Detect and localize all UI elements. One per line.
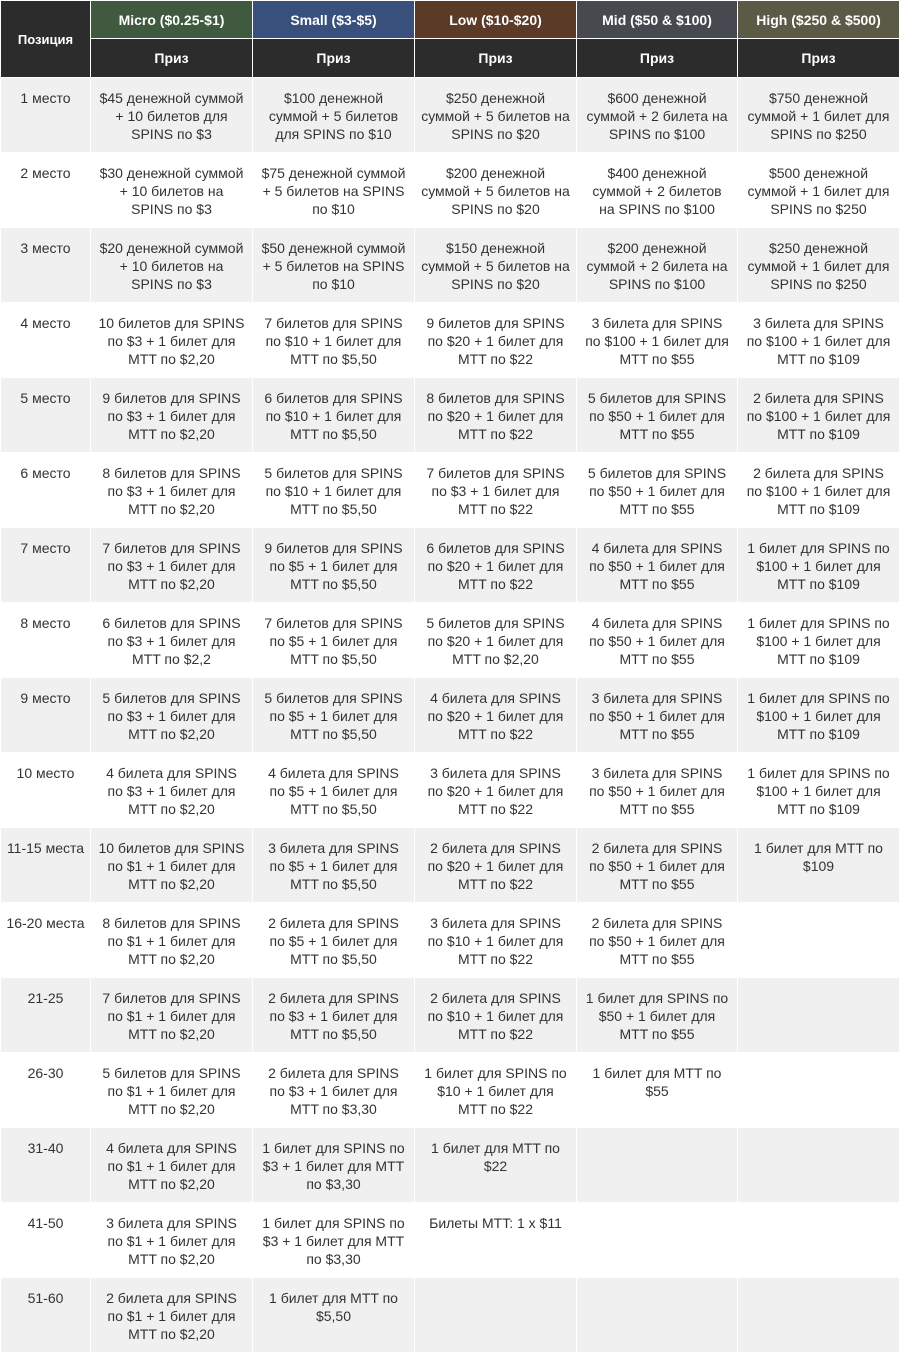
- prize-cell-low: $200 денежной суммой + 5 билетов на SPINS по $20: [415, 153, 577, 228]
- prize-cell-high: 2 билета для SPINS по $100 + 1 билет для MTT по $109: [738, 378, 900, 453]
- position-cell: 31-40: [1, 1128, 91, 1203]
- prize-cell-small: 9 билетов для SPINS по $5 + 1 билет для MTT по $5,50: [253, 528, 415, 603]
- prize-cell-mid: $400 денежной суммой + 2 билетов на SPINS по $100: [577, 153, 738, 228]
- table-row: [1, 978, 900, 1053]
- table-row: [1, 603, 900, 678]
- prize-cell-mid: 2 билета для SPINS по $50 + 1 билет для MTT по $55: [577, 903, 738, 978]
- position-cell: 9 место: [1, 678, 91, 753]
- table-row: [1, 303, 900, 378]
- position-column-header: Позиция: [1, 1, 91, 78]
- table-row: [1, 378, 900, 453]
- position-cell: 10 место: [1, 753, 91, 828]
- prize-cell-low: 9 билетов для SPINS по $20 + 1 билет для MTT по $22: [415, 303, 577, 378]
- prize-cell-small: 7 билетов для SPINS по $5 + 1 билет для MTT по $5,50: [253, 603, 415, 678]
- prize-cell-mid: 4 билета для SPINS по $50 + 1 билет для MTT по $55: [577, 603, 738, 678]
- position-cell: 3 место: [1, 228, 91, 303]
- prize-cell-mid: [577, 1203, 738, 1278]
- position-cell: 11-15 места: [1, 828, 91, 903]
- table-row: [1, 903, 900, 978]
- tier-header-low: Low ($10-$20): [415, 1, 577, 39]
- prize-cell-low: 3 билета для SPINS по $10 + 1 билет для MTT по $22: [415, 903, 577, 978]
- prize-cell-low: [415, 1278, 577, 1353]
- prize-cell-high: 1 билет для SPINS по $100 + 1 билет для MTT по $109: [738, 678, 900, 753]
- prize-cell-low: 6 билетов для SPINS по $20 + 1 билет для MTT по $22: [415, 528, 577, 603]
- prize-cell-micro: 4 билета для SPINS по $1 + 1 билет для MTT по $2,20: [91, 1128, 253, 1203]
- prize-cell-high: $750 денежной суммой + 1 билет для SPINS по $250: [738, 78, 900, 153]
- prize-cell-low: 5 билетов для SPINS по $20 + 1 билет для MTT по $2,20: [415, 603, 577, 678]
- prize-cell-micro: 9 билетов для SPINS по $3 + 1 билет для MTT по $2,20: [91, 378, 253, 453]
- prize-header-micro: Приз: [91, 39, 253, 78]
- position-cell: 41-50: [1, 1203, 91, 1278]
- prize-cell-low: 4 билета для SPINS по $20 + 1 билет для MTT по $22: [415, 678, 577, 753]
- prize-cell-micro: $45 денежной суммой + 10 билетов для SPINS по $3: [91, 78, 253, 153]
- prize-cell-low: $250 денежной суммой + 5 билетов на SPINS по $20: [415, 78, 577, 153]
- prize-cell-small: 1 билет для SPINS по $3 + 1 билет для MTT по $3,30: [253, 1128, 415, 1203]
- position-cell: 51-60: [1, 1278, 91, 1353]
- table-row: [1, 153, 900, 228]
- prize-header-row: [1, 39, 900, 78]
- tier-header-small: Small ($3-$5): [253, 1, 415, 39]
- prize-cell-micro: 10 билетов для SPINS по $3 + 1 билет для MTT по $2,20: [91, 303, 253, 378]
- prize-cell-small: 1 билет для MTT по $5,50: [253, 1278, 415, 1353]
- prize-cell-mid: $200 денежной суммой + 2 билета на SPINS по $100: [577, 228, 738, 303]
- prize-cell-high: 1 билет для SPINS по $100 + 1 билет для MTT по $109: [738, 603, 900, 678]
- prize-cell-micro: 3 билета для SPINS по $1 + 1 билет для MTT по $2,20: [91, 1203, 253, 1278]
- prize-cell-mid: 2 билета для SPINS по $50 + 1 билет для MTT по $55: [577, 828, 738, 903]
- prize-cell-micro: 8 билетов для SPINS по $1 + 1 билет для MTT по $2,20: [91, 903, 253, 978]
- table-row: [1, 1278, 900, 1353]
- position-cell: 7 место: [1, 528, 91, 603]
- prize-cell-low: 2 билета для SPINS по $10 + 1 билет для MTT по $22: [415, 978, 577, 1053]
- table-row: [1, 78, 900, 153]
- prize-cell-small: $75 денежной суммой + 5 билетов на SPINS по $10: [253, 153, 415, 228]
- prize-cell-small: 6 билетов для SPINS по $10 + 1 билет для MTT по $5,50: [253, 378, 415, 453]
- prize-cell-high: 3 билета для SPINS по $100 + 1 билет для MTT по $109: [738, 303, 900, 378]
- table-row: [1, 678, 900, 753]
- prize-cell-small: 5 билетов для SPINS по $10 + 1 билет для MTT по $5,50: [253, 453, 415, 528]
- position-cell: 21-25: [1, 978, 91, 1053]
- prize-cell-micro: 8 билетов для SPINS по $3 + 1 билет для MTT по $2,20: [91, 453, 253, 528]
- prize-cell-mid: [577, 1278, 738, 1353]
- prize-cell-low: 8 билетов для SPINS по $20 + 1 билет для MTT по $22: [415, 378, 577, 453]
- prize-cell-low: 3 билета для SPINS по $20 + 1 билет для MTT по $22: [415, 753, 577, 828]
- prize-cell-high: [738, 1203, 900, 1278]
- prize-cell-small: $50 денежной суммой + 5 билетов на SPINS по $10: [253, 228, 415, 303]
- prize-cell-mid: $600 денежной суммой + 2 билета на SPINS по $100: [577, 78, 738, 153]
- prize-cell-high: 2 билета для SPINS по $100 + 1 билет для MTT по $109: [738, 453, 900, 528]
- prize-cell-high: [738, 1278, 900, 1353]
- prize-cell-low: Билеты MTT: 1 x $11: [415, 1203, 577, 1278]
- table-body: [1, 78, 900, 1353]
- prize-cell-micro: $20 денежной суммой + 10 билетов на SPINS по $3: [91, 228, 253, 303]
- table-row: [1, 1053, 900, 1128]
- prize-cell-mid: 3 билета для SPINS по $50 + 1 билет для MTT по $55: [577, 753, 738, 828]
- tier-header-high: High ($250 & $500): [738, 1, 900, 39]
- prize-cell-small: 1 билет для SPINS по $3 + 1 билет для MTT по $3,30: [253, 1203, 415, 1278]
- prize-cell-low: 2 билета для SPINS по $20 + 1 билет для MTT по $22: [415, 828, 577, 903]
- position-cell: 1 место: [1, 78, 91, 153]
- prize-cell-micro: 5 билетов для SPINS по $1 + 1 билет для MTT по $2,20: [91, 1053, 253, 1128]
- prize-cell-small: 2 билета для SPINS по $5 + 1 билет для MTT по $5,50: [253, 903, 415, 978]
- prize-cell-small: 2 билета для SPINS по $3 + 1 билет для MTT по $5,50: [253, 978, 415, 1053]
- prize-cell-micro: $30 денежной суммой + 10 билетов на SPINS по $3: [91, 153, 253, 228]
- table-row: [1, 828, 900, 903]
- prize-cell-small: 5 билетов для SPINS по $5 + 1 билет для MTT по $5,50: [253, 678, 415, 753]
- prize-cell-small: 2 билета для SPINS по $3 + 1 билет для MTT по $3,30: [253, 1053, 415, 1128]
- position-cell: 26-30: [1, 1053, 91, 1128]
- table-row: [1, 528, 900, 603]
- prize-cell-micro: 5 билетов для SPINS по $3 + 1 билет для MTT по $2,20: [91, 678, 253, 753]
- prize-cell-mid: 1 билет для SPINS по $50 + 1 билет для MTT по $55: [577, 978, 738, 1053]
- position-cell: 8 место: [1, 603, 91, 678]
- prize-cell-high: 1 билет для SPINS по $100 + 1 билет для MTT по $109: [738, 528, 900, 603]
- prize-cell-low: $150 денежной суммой + 5 билетов на SPINS по $20: [415, 228, 577, 303]
- prize-cell-mid: 3 билета для SPINS по $50 + 1 билет для MTT по $55: [577, 678, 738, 753]
- prize-header-high: Приз: [738, 39, 900, 78]
- prize-cell-small: $100 денежной суммой + 5 билетов для SPINS по $10: [253, 78, 415, 153]
- prize-cell-micro: 2 билета для SPINS по $1 + 1 билет для MTT по $2,20: [91, 1278, 253, 1353]
- position-cell: 2 место: [1, 153, 91, 228]
- prize-cell-mid: 5 билетов для SPINS по $50 + 1 билет для MTT по $55: [577, 453, 738, 528]
- position-cell: 4 место: [1, 303, 91, 378]
- table-row: [1, 453, 900, 528]
- prize-cell-high: 1 билет для MTT по $109: [738, 828, 900, 903]
- position-cell: 16-20 места: [1, 903, 91, 978]
- prize-cell-high: 1 билет для SPINS по $100 + 1 билет для MTT по $109: [738, 753, 900, 828]
- table-row: [1, 1128, 900, 1203]
- prize-cell-micro: 7 билетов для SPINS по $1 + 1 билет для MTT по $2,20: [91, 978, 253, 1053]
- tier-header-micro: Micro ($0.25-$1): [91, 1, 253, 39]
- tier-header-mid: Mid ($50 & $100): [577, 1, 738, 39]
- prize-cell-micro: 6 билетов для SPINS по $3 + 1 билет для MTT по $2,2: [91, 603, 253, 678]
- prize-cell-small: 3 билета для SPINS по $5 + 1 билет для MTT по $5,50: [253, 828, 415, 903]
- prize-cell-high: [738, 978, 900, 1053]
- prize-cell-low: 1 билет для SPINS по $10 + 1 билет для MTT по $22: [415, 1053, 577, 1128]
- prize-cell-micro: 4 билета для SPINS по $3 + 1 билет для MTT по $2,20: [91, 753, 253, 828]
- prize-cell-low: 1 билет для MTT по $22: [415, 1128, 577, 1203]
- prize-cell-small: 7 билетов для SPINS по $10 + 1 билет для MTT по $5,50: [253, 303, 415, 378]
- prize-cell-micro: 7 билетов для SPINS по $3 + 1 билет для MTT по $2,20: [91, 528, 253, 603]
- prize-header-small: Приз: [253, 39, 415, 78]
- prize-cell-micro: 10 билетов для SPINS по $1 + 1 билет для MTT по $2,20: [91, 828, 253, 903]
- prize-cell-mid: 5 билетов для SPINS по $50 + 1 билет для MTT по $55: [577, 378, 738, 453]
- prize-cell-high: $500 денежной суммой + 1 билет для SPINS по $250: [738, 153, 900, 228]
- prize-header-low: Приз: [415, 39, 577, 78]
- prize-cell-high: [738, 903, 900, 978]
- table-header: [1, 1, 900, 78]
- prize-cell-mid: [577, 1128, 738, 1203]
- table-row: [1, 753, 900, 828]
- prize-cell-mid: 3 билета для SPINS по $100 + 1 билет для MTT по $55: [577, 303, 738, 378]
- prize-header-mid: Приз: [577, 39, 738, 78]
- prize-cell-high: [738, 1053, 900, 1128]
- prize-cell-high: [738, 1128, 900, 1203]
- position-cell: 5 место: [1, 378, 91, 453]
- tier-header-row: [1, 1, 900, 39]
- prize-cell-high: $250 денежной суммой + 1 билет для SPINS по $250: [738, 228, 900, 303]
- prize-cell-mid: 1 билет для MTT по $55: [577, 1053, 738, 1128]
- prize-cell-small: 4 билета для SPINS по $5 + 1 билет для MTT по $5,50: [253, 753, 415, 828]
- position-cell: 6 место: [1, 453, 91, 528]
- table-row: [1, 1203, 900, 1278]
- table-row: [1, 228, 900, 303]
- prize-cell-low: 7 билетов для SPINS по $3 + 1 билет для MTT по $22: [415, 453, 577, 528]
- prize-cell-mid: 4 билета для SPINS по $50 + 1 билет для MTT по $55: [577, 528, 738, 603]
